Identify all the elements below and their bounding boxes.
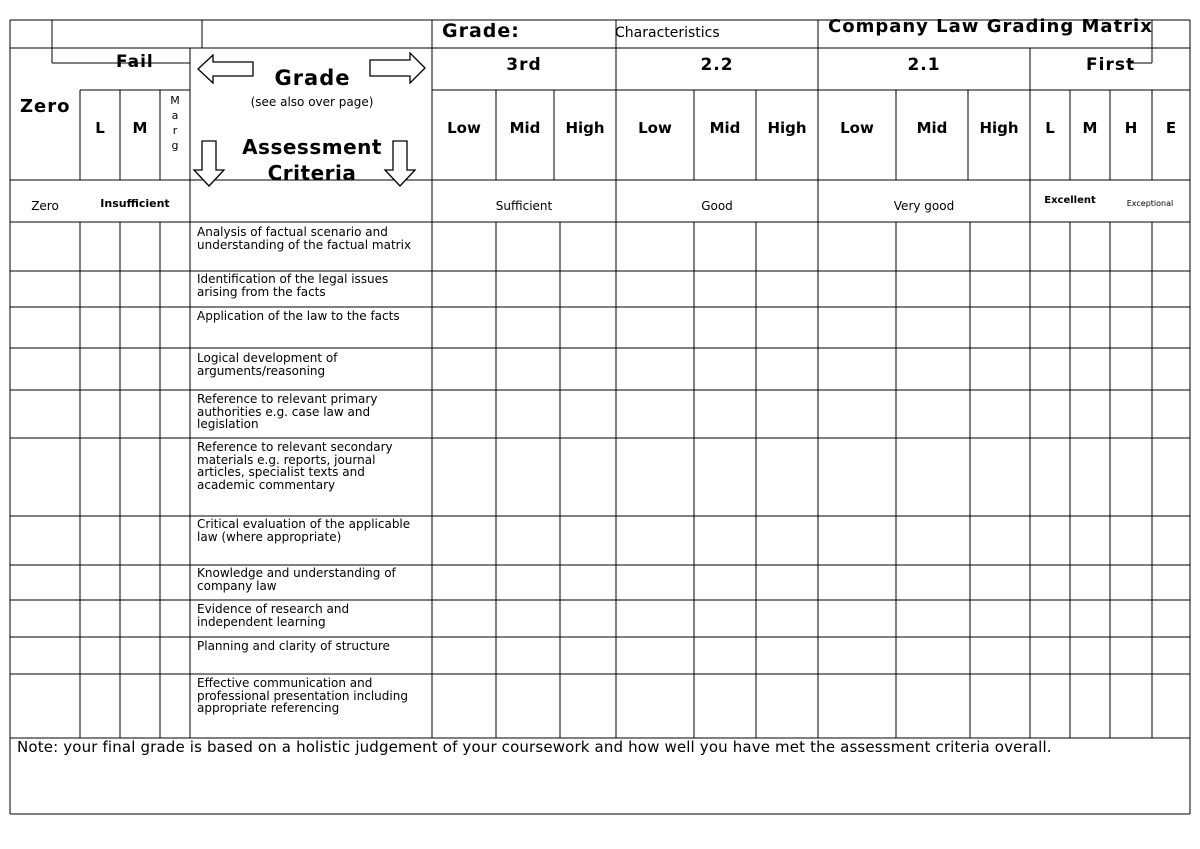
right-arrow-icon — [368, 52, 426, 84]
descriptor-excellent: Excellent — [1044, 195, 1096, 206]
page-title: Company Law Grading Matrix — [828, 16, 1153, 37]
subcol-first-l: L — [1045, 119, 1055, 137]
band-two-one: 2.1 — [907, 55, 941, 75]
subcol-third-low: Low — [447, 119, 481, 137]
see-also-note: (see also over page) — [250, 95, 374, 109]
down-arrow-left-icon — [192, 140, 226, 188]
subcol-22-low: Low — [638, 119, 672, 137]
subcol-fail-m: M — [132, 119, 148, 137]
characteristics-label: Characteristics — [615, 25, 720, 41]
criterion-11: Effective communication and professional presentation including appropriate referencing — [197, 676, 408, 715]
subcol-21-mid: Mid — [916, 119, 948, 137]
subcol-first-m: M — [1082, 119, 1098, 137]
criterion-7: Critical evaluation of the applicable law (where appropriate) — [197, 517, 411, 544]
criterion-10: Planning and clarity of structure — [197, 639, 390, 653]
grade-heading: Grade — [274, 66, 351, 90]
criterion-5: Reference to relevant primary authorities e.g. case law and legislation — [197, 392, 378, 431]
descriptor-insufficient: Insufficient — [100, 197, 170, 210]
criteria-heading: Criteria — [267, 161, 357, 185]
left-arrow-icon — [197, 54, 255, 84]
subcol-21-low: Low — [840, 119, 874, 137]
subcol-fail-l: L — [95, 119, 105, 137]
descriptor-good: Good — [701, 199, 733, 213]
descriptor-exceptional: Exceptional — [1126, 199, 1174, 208]
criterion-1: Analysis of factual scenario and understanding of the factual matrix — [197, 225, 412, 252]
subcol-third-mid: Mid — [509, 119, 541, 137]
descriptor-very-good: Very good — [893, 199, 955, 213]
criterion-6: Reference to relevant secondary materials e.g. reports, journal articles, specialist texts and academic commentary — [197, 440, 393, 492]
band-two-two: 2.2 — [700, 55, 734, 75]
band-first: First — [1086, 55, 1136, 75]
band-fail: Fail — [116, 52, 154, 72]
subcol-22-high: High — [767, 119, 807, 137]
grade-label: Grade: — [442, 20, 520, 42]
band-zero: Zero — [20, 96, 71, 117]
criterion-8: Knowledge and understanding of company law — [197, 566, 396, 593]
criterion-2: Identification of the legal issues arising from the facts — [197, 272, 389, 299]
subcol-third-high: High — [565, 119, 605, 137]
criterion-9: Evidence of research and independent learning — [197, 602, 350, 629]
descriptor-zero: Zero — [31, 199, 59, 213]
subcol-22-mid: Mid — [709, 119, 741, 137]
descriptor-sufficient: Sufficient — [495, 199, 553, 213]
subcol-fail-marg: M a r g — [170, 94, 180, 152]
holistic-judgement-note: Note: your final grade is based on a holistic judgement of your coursework and how well you have met the assessment criteria overall. — [17, 738, 1052, 756]
subcol-21-high: High — [979, 119, 1019, 137]
band-third: 3rd — [506, 55, 542, 75]
criterion-3: Application of the law to the facts — [197, 309, 400, 323]
assessment-heading: Assessment — [242, 135, 382, 159]
subcol-first-e: E — [1165, 119, 1177, 137]
criterion-4: Logical development of arguments/reasoning — [197, 351, 338, 378]
subcol-first-h: H — [1124, 119, 1138, 137]
